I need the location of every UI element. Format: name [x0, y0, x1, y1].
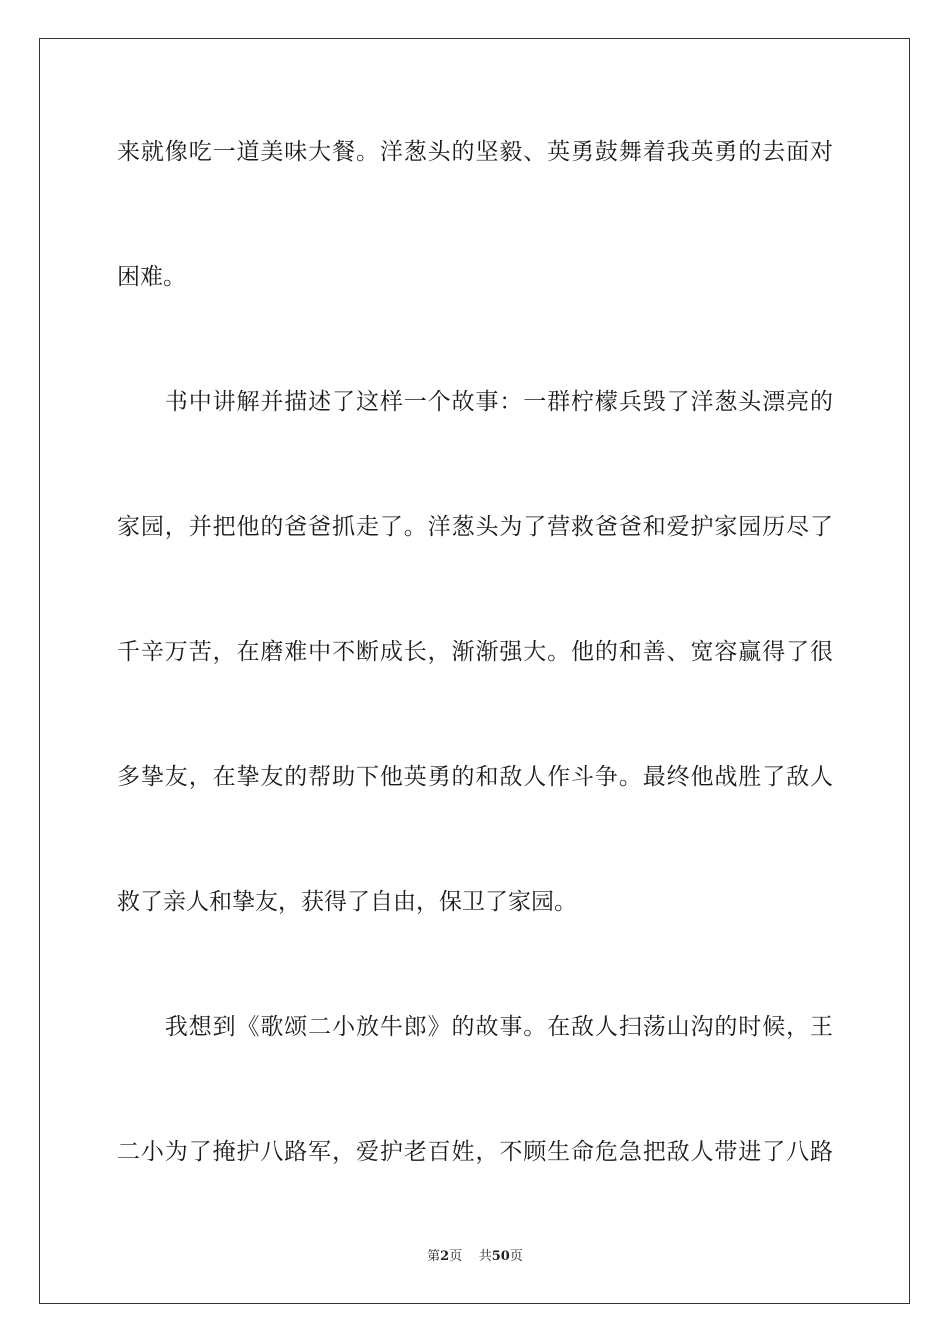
text-line: 多挚友，在挚友的帮助下他英勇的和敌人作斗争。最终他战胜了敌人 — [117, 764, 833, 790]
text-line: 救了亲人和挚友，获得了自由，保卫了家园。 — [117, 889, 577, 915]
page-label-prefix: 第 — [427, 1249, 441, 1264]
text-line: 家园，并把他的爸爸抓走了。洋葱头为了营救爸爸和爱护家园历尽了 — [117, 514, 833, 540]
text-line: 困难。 — [117, 264, 186, 290]
text-line: 书中讲解并描述了这样一个故事：一群柠檬兵毁了洋葱头漂亮的 — [117, 389, 833, 415]
page-border — [39, 38, 910, 1304]
text-line: 来就像吃一道美味大餐。洋葱头的坚毅、英勇鼓舞着我英勇的去面对 — [117, 139, 833, 165]
total-label-suffix: 页 — [509, 1249, 523, 1264]
text-line: 千辛万苦，在磨难中不断成长，渐渐强大。他的和善、宽容赢得了很 — [117, 639, 833, 665]
text-line: 我想到《歌颂二小放牛郎》的故事。在敌人扫荡山沟的时候，王 — [117, 1014, 833, 1040]
page-footer — [0, 1248, 950, 1266]
total-pages: 50 — [491, 1249, 510, 1264]
text-line: 二小为了掩护八路军，爱护老百姓，不顾生命危急把敌人带进了八路 — [117, 1139, 833, 1165]
total-label-prefix: 共 — [478, 1249, 492, 1264]
page-number: 2 — [440, 1249, 450, 1264]
page-label-suffix: 页 — [449, 1249, 463, 1264]
